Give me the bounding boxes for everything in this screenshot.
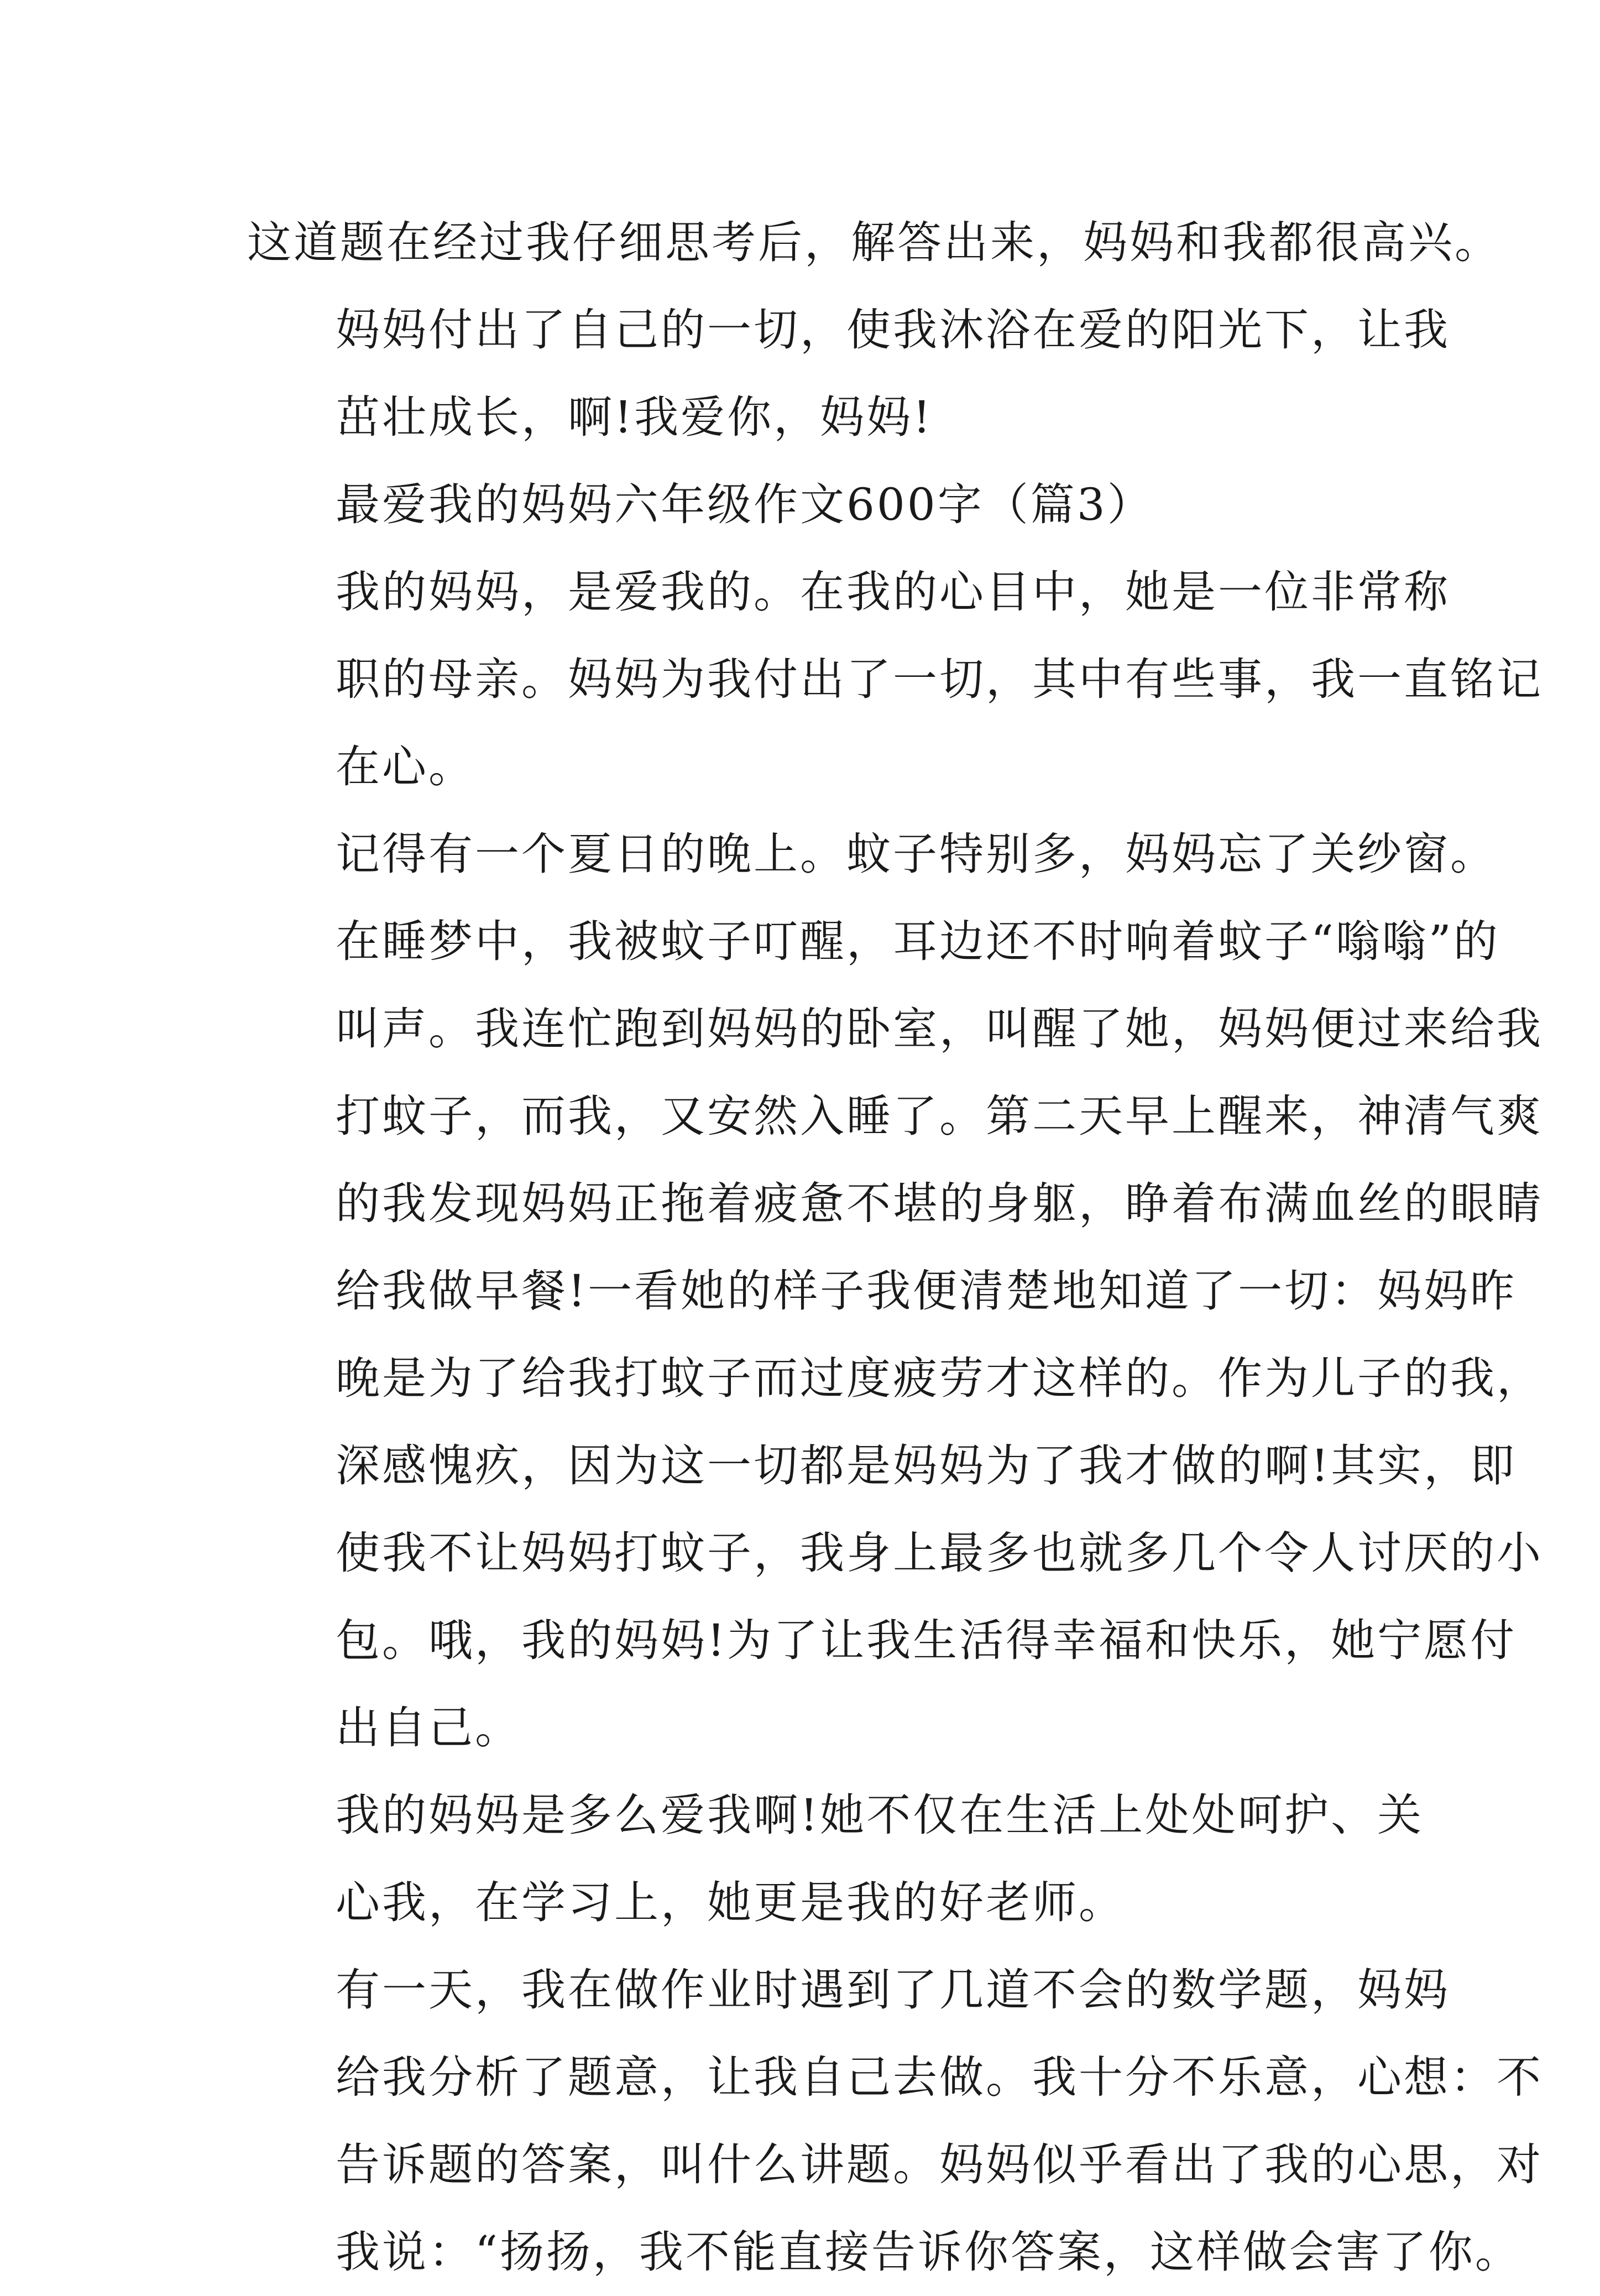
paragraph (247, 1947, 1543, 2296)
text-line: 妈妈付出了自己的一切，使我沐浴在爱的阳光下，让我 (336, 304, 1450, 356)
text-line: 叫声。我连忙跑到妈妈的卧室，叫醒了她，妈妈便过来给我 (336, 1003, 1543, 1055)
text-line: 职的母亲。妈妈为我付出了一切，其中有些事，我一直铭记 (336, 654, 1543, 705)
text-line: 使我不让妈妈打蚊子，我身上最多也就多几个令人讨厌的小 (336, 1527, 1543, 1579)
text-line: 晚是为了给我打蚊子而过度疲劳才这样的。作为儿子的我， (336, 1353, 1543, 1404)
paragraph (247, 286, 1450, 461)
text-line: 出自己。 (336, 1702, 521, 1754)
document-body (247, 199, 1543, 2296)
text-line: 打蚊子，而我，又安然入睡了。第二天早上醒来，神清气爽 (336, 1090, 1543, 1142)
paragraph (247, 461, 1375, 549)
text-line: 深感愧疚，因为这一切都是妈妈为了我才做的啊!其实，即 (336, 1440, 1517, 1491)
text-line: 给我做早餐!一看她的样子我便清楚地知道了一切：妈妈昨 (336, 1265, 1517, 1317)
text-line: 这道题在经过我仔细思考后，解答出来，妈妈和我都很高兴。 (247, 217, 1501, 268)
text-line: 记得有一个夏日的晚上。蚊子特别多，妈妈忘了关纱窗。 (336, 828, 1497, 880)
text-line: 有一天，我在做作业时遇到了几道不会的数学题，妈妈 (336, 1964, 1450, 2016)
text-line: 茁壮成长，啊!我爱你，妈妈! (336, 392, 933, 443)
paragraph (247, 199, 1501, 286)
text-line: 告诉题的答案，叫什么讲题。妈妈似乎看出了我的心思，对 (336, 2139, 1543, 2190)
text-line: 在睡梦中，我被蚊子叮醒，耳边还不时响着蚊子“嗡嗡”的 (336, 916, 1500, 967)
text-line: 我的妈妈是多么爱我啊!她不仅在生活上处处呵护、关 (336, 1789, 1424, 1841)
text-line: 我说：“扬扬，我不能直接告诉你答案，这样做会害了你。 (336, 2226, 1521, 2278)
text-line: 最爱我的妈妈六年级作文600字（篇3） (336, 479, 1154, 530)
text-line: 我的妈妈，是爱我的。在我的心目中，她是一位非常称 (336, 566, 1450, 618)
text-line: 的我发现妈妈正拖着疲惫不堪的身躯，睁着布满血丝的眼睛 (336, 1178, 1543, 1229)
text-line: 包。哦，我的妈妈!为了让我生活得幸福和快乐，她宁愿付 (336, 1615, 1517, 1666)
paragraph (247, 811, 1543, 1772)
text-line: 心我，在学习上，她更是我的好老师。 (336, 1877, 1125, 1928)
paragraph (247, 549, 1543, 811)
paragraph (247, 1772, 1424, 1947)
text-line: 给我分析了题意，让我自己去做。我十分不乐意，心想：不 (336, 2052, 1543, 2103)
text-line: 在心。 (336, 741, 475, 792)
